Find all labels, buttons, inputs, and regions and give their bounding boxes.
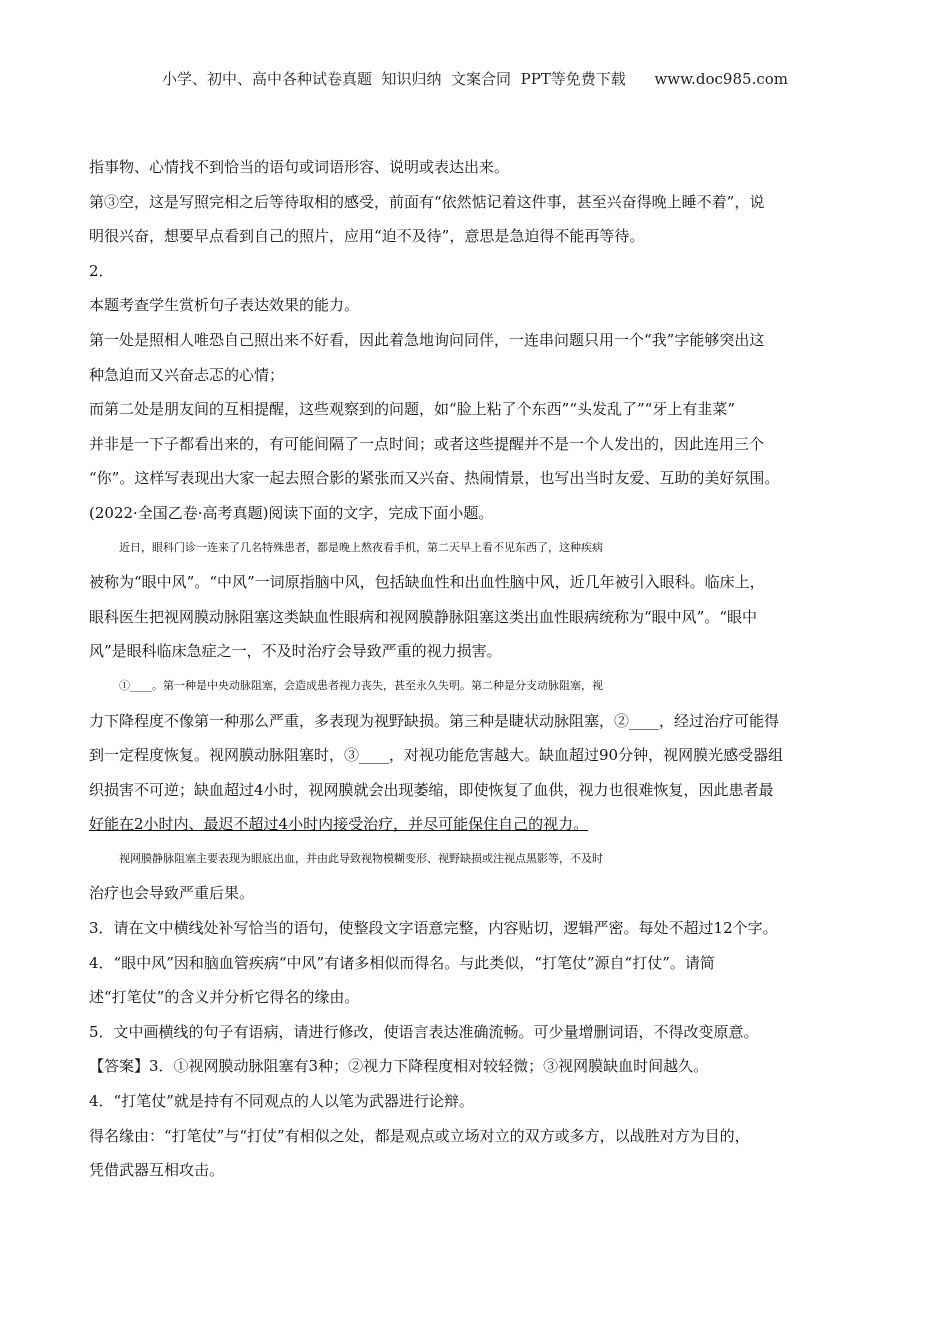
text-line: 4．“打笔仗”就是持有不同观点的人以笔为武器进行论辩。 (89, 1092, 474, 1111)
text-line: 5．文中画横线的句子有语病，请进行修改，使语言表达准确流畅。可少量增删词语，不得改变原意。 (89, 1022, 759, 1041)
document-body (89, 150, 865, 1188)
text-line: 到一定程度恢复。视网膜动脉阻塞时，③____，对视功能危害越大。缺血超过90分钟，视网膜光感受器组 (89, 746, 784, 765)
text-line: 得名缘由：“打笔仗”与“打仗”有相似之处，都是观点或立场对立的双方或多方，以战胜对方为目的， (89, 1126, 750, 1145)
text-line: ①____。第一种是中央动脉阻塞，会造成患者视力丧失，甚至永久失明。第二种是分支动脉阻塞，视 (119, 678, 603, 692)
text-line: 近日，眼科门诊一连来了几名特殊患者，都是晚上熬夜看手机，第二天早上看不见东西了，这种疾病 (119, 540, 603, 554)
text-line: 被称为“眼中风”。“中风”一词原指脑中风，包括缺血性和出血性脑中风，近几年被引入眼科。临床上， (89, 573, 765, 592)
text-line: 本题考查学生赏析句子表达效果的能力。 (89, 296, 360, 315)
text-line: (2022·全国乙卷·高考真题)阅读下面的文字，完成下面小题。 (89, 503, 494, 522)
text-line: 视网膜静脉阻塞主要表现为眼底出血，并由此导致视物模糊变形、视野缺损或注视点黑影等，不及时 (119, 851, 603, 865)
page-header: 小学、初中、高中各种试卷真题 知识归纳 文案合同 PPT等免费下载 www.doc985.com (161, 70, 788, 88)
text-line: 治疗也会导致严重后果。 (89, 884, 255, 903)
text-line: 并非是一下子都看出来的，有可能间隔了一点时间；或者这些提醒并不是一个人发出的，因此连用三个 (89, 434, 765, 453)
text-line: 【答案】3．①视网膜动脉阻塞有3种；②视力下降程度相对较轻微；③视网膜缺血时间越久。 (89, 1057, 709, 1076)
text-line: 风”是眼科临床急症之一，不及时治疗会导致严重的视力损害。 (89, 642, 502, 661)
text-line: 好能在2小时内、最迟不超过4小时内接受治疗，并尽可能保住自己的视力。 (89, 815, 589, 834)
text-line: 4．“眼中风”因和脑血管疾病“中风”有诸多相似而得名。与此类似，“打笔仗”源自“打仗”。请简 (89, 953, 715, 972)
text-line: 3．请在文中横线处补写恰当的语句，使整段文字语意完整，内容贴切，逻辑严密。每处不超过12个字。 (89, 919, 778, 938)
text-line: 第一处是照相人唯恐自己照出来不好看，因此着急地询问同伴，一连串问题只用一个“我”字能够突出这 (89, 330, 765, 349)
text-line: 2． (89, 261, 114, 280)
text-line: 种急迫而又兴奋忐忑的心情； (89, 365, 285, 384)
text-line: 眼科医生把视网膜动脉阻塞这类缺血性眼病和视网膜静脉阻塞这类出血性眼病统称为“眼中风”。“眼中 (89, 607, 758, 626)
text-line: 明很兴奋，想要早点看到自己的照片，应用“迫不及待”，意思是急迫得不能再等待。 (89, 227, 645, 246)
text-line: 凭借武器互相攻击。 (89, 1161, 225, 1180)
text-line: 指事物、心情找不到恰当的语句或词语形容、说明或表达出来。 (89, 158, 510, 176)
text-line: 而第二处是朋友间的互相提醒，这些观察到的问题，如“脸上粘了个东西”“头发乱了”“牙上有韭菜” (89, 400, 736, 419)
text-line: 力下降程度不像第一种那么严重，多表现为视野缺损。第三种是睫状动脉阻塞，②____，经过治疗可能得 (89, 711, 780, 730)
text-line: 织损害不可逆；缺血超过4小时，视网膜就会出现萎缩，即使恢复了血供，视力也很难恢复，因此患者最 (89, 780, 774, 799)
text-line: “你”。这样写表现出大家一起去照合影的紧张而又兴奋、热闹情景，也写出当时友爱、互助的美好氛围。 (89, 469, 780, 488)
text-line: 述“打笔仗”的含义并分析它得名的缘由。 (89, 988, 360, 1007)
text-line: 第③空，这是写照完相之后等待取相的感受，前面有“依然惦记着这件事，甚至兴奋得晚上睡不着”，说 (89, 192, 765, 211)
